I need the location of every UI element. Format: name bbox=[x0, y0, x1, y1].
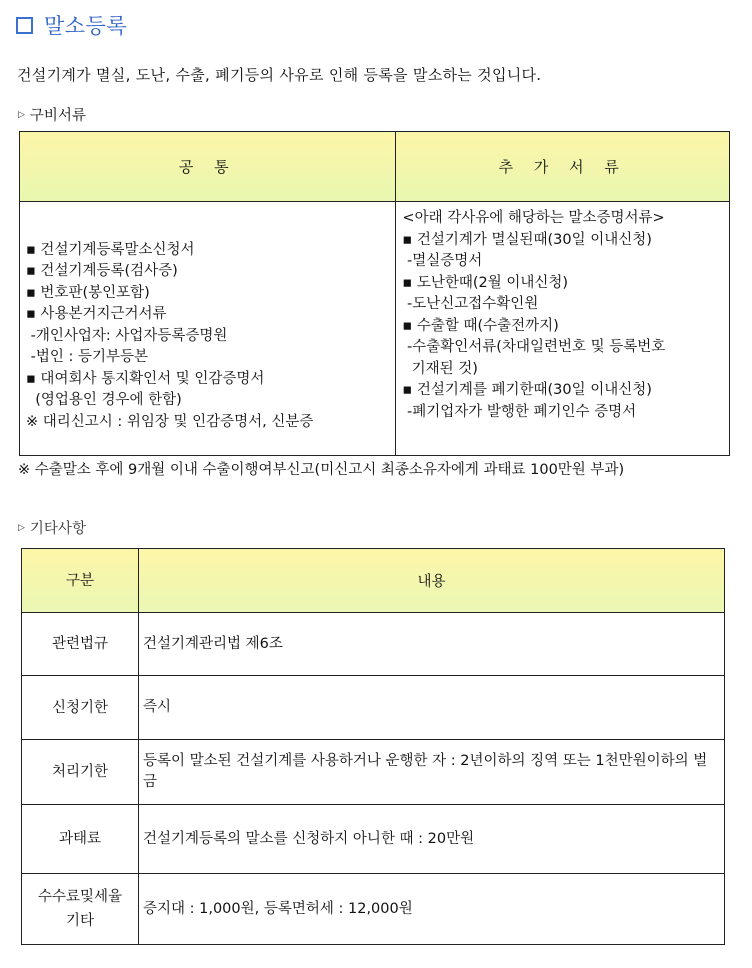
list-item: 기재된 것) bbox=[402, 360, 478, 377]
list-item: -수출확인서류(차대일련번호 및 등록번호 bbox=[402, 339, 666, 355]
list-item: -폐기업자가 발행한 폐기인수 증명서 bbox=[402, 403, 637, 420]
row-value: 증지대 : 1,000원, 등록면허세 : 12,000원 bbox=[139, 874, 725, 945]
row-label: 과태료 bbox=[22, 805, 139, 874]
other-table bbox=[21, 548, 725, 945]
row-label: 관련법규 bbox=[22, 613, 139, 676]
row-value: 등록이 말소된 건설기계를 사용하거나 운행한 자 : 2년이하의 징역 또는 1천만원이하의 벌금 bbox=[139, 740, 725, 805]
list-item: ▪ 수출할 때(수출전까지) bbox=[402, 317, 559, 334]
list-item: ▪ 번호판(봉인포함) bbox=[26, 284, 150, 301]
header-common: 공 통 bbox=[20, 132, 396, 202]
page-title bbox=[16, 10, 127, 40]
list-item: -멸실증명서 bbox=[402, 253, 483, 269]
intro-text: 건설기계가 멸실, 도난, 수출, 폐기등의 사유로 인해 등록을 말소하는 것입니다. bbox=[17, 66, 542, 84]
list-item: <아래 각사유에 해당하는 말소증명서류> bbox=[402, 210, 665, 226]
section-other bbox=[18, 517, 86, 538]
header-additional: 추 가 서 류 bbox=[396, 132, 730, 202]
row-value: 즉시 bbox=[139, 676, 725, 740]
list-item: ▪ 건설기계가 멸실된때(30일 이내신청) bbox=[402, 231, 652, 248]
section-documents bbox=[18, 104, 86, 125]
row-label: 신청기한 bbox=[22, 676, 139, 740]
triangle-right-icon: ▷ bbox=[18, 109, 25, 120]
section-other-label: 기타사항 bbox=[29, 521, 86, 537]
list-item: -도난신고접수확인원 bbox=[402, 296, 539, 312]
additional-docs-cell bbox=[396, 202, 730, 456]
square-icon bbox=[16, 17, 33, 34]
list-item: ▪ 도난한때(2월 이내신청) bbox=[402, 274, 569, 291]
list-item: -개인사업자: 사업자등록증명원 bbox=[26, 327, 228, 344]
list-item: ▪ 건설기계를 폐기한때(30일 이내신청) bbox=[402, 382, 652, 398]
additional-docs-list bbox=[402, 208, 723, 423]
list-item: -법인 : 등기부등본 bbox=[26, 349, 148, 366]
common-docs-cell bbox=[20, 202, 396, 456]
list-item: ▪ 사용본거지근거서류 bbox=[26, 306, 167, 323]
list-item: ※ 대리신고시 : 위임장 및 인감증명서, 신분증 bbox=[26, 413, 314, 430]
export-note: ※ 수출말소 후에 9개월 이내 수출이행여부신고(미신고시 최종소유자에게 과태료 100만원 부과) bbox=[18, 462, 625, 478]
row-value: 건설기계등록의 말소를 신청하지 아니한 때 : 20만원 bbox=[139, 805, 725, 874]
section-documents-label: 구비서류 bbox=[29, 108, 86, 124]
documents-table bbox=[19, 131, 730, 456]
row-label: 처리기한 bbox=[22, 740, 139, 805]
row-label: 수수료및세율 기타 bbox=[22, 874, 139, 945]
list-item: ▪ 건설기계등록(검사증) bbox=[26, 263, 178, 280]
page-title-text: 말소등록 bbox=[44, 14, 128, 38]
header-category: 구분 bbox=[22, 549, 139, 613]
list-item: ▪ 대여회사 통지확인서 및 인감증명서 bbox=[26, 370, 265, 387]
header-content: 내용 bbox=[139, 549, 725, 613]
row-value: 건설기계관리법 제6조 bbox=[139, 613, 725, 676]
common-docs-list bbox=[26, 224, 389, 434]
triangle-right-icon: ▷ bbox=[18, 522, 25, 533]
list-item: ▪ 건설기계등록말소신청서 bbox=[26, 241, 195, 258]
list-item: (영업용인 경우에 한함) bbox=[26, 392, 182, 409]
